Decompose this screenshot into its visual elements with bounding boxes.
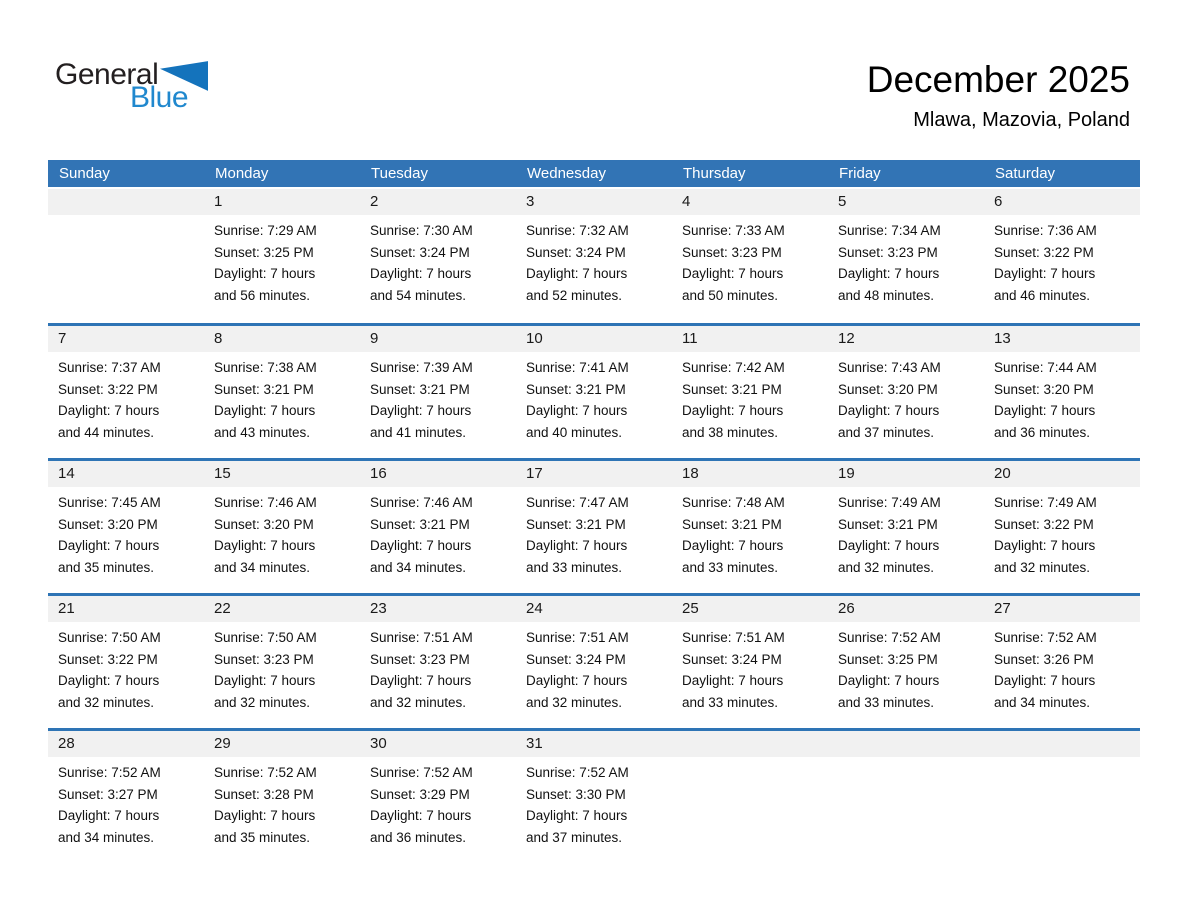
sunrise-line: Sunrise: 7:51 AM bbox=[526, 630, 629, 645]
daylight-line: Daylight: 7 hours and 34 minutes. bbox=[58, 808, 160, 845]
logo-text-blue: Blue bbox=[130, 81, 189, 114]
sunrise-line: Sunrise: 7:37 AM bbox=[58, 360, 161, 375]
day-info bbox=[994, 215, 1136, 306]
daylight-line: Daylight: 7 hours and 44 minutes. bbox=[58, 403, 160, 440]
day-info bbox=[682, 622, 824, 713]
sunrise-line: Sunrise: 7:38 AM bbox=[214, 360, 317, 375]
day-cell-4 bbox=[672, 189, 828, 323]
weekday-header-wednesday: Wednesday bbox=[527, 165, 606, 182]
sunrise-line: Sunrise: 7:52 AM bbox=[994, 630, 1097, 645]
sunrise-line: Sunrise: 7:52 AM bbox=[214, 765, 317, 780]
day-number: 5 bbox=[838, 193, 847, 210]
day-cell-16 bbox=[360, 461, 516, 593]
day-cell-18 bbox=[672, 461, 828, 593]
sunset-line: Sunset: 3:21 PM bbox=[682, 516, 782, 532]
sunset-line: Sunset: 3:28 PM bbox=[214, 786, 314, 802]
day-number: 24 bbox=[526, 600, 543, 617]
day-number: 15 bbox=[214, 465, 231, 482]
day-info bbox=[58, 757, 200, 848]
sunset-line: Sunset: 3:21 PM bbox=[214, 381, 314, 397]
day-number: 22 bbox=[214, 600, 231, 617]
daylight-line: Daylight: 7 hours and 54 minutes. bbox=[370, 266, 472, 303]
day-cell-21 bbox=[48, 596, 204, 728]
day-number: 17 bbox=[526, 465, 543, 482]
sunrise-line: Sunrise: 7:36 AM bbox=[994, 223, 1097, 238]
sunset-line: Sunset: 3:21 PM bbox=[370, 381, 470, 397]
sunrise-line: Sunrise: 7:34 AM bbox=[838, 223, 941, 238]
day-info bbox=[682, 352, 824, 443]
sunset-line: Sunset: 3:30 PM bbox=[526, 786, 626, 802]
sunset-line: Sunset: 3:24 PM bbox=[526, 651, 626, 667]
day-info bbox=[526, 622, 668, 713]
day-number: 6 bbox=[994, 193, 1003, 210]
sunset-line: Sunset: 3:21 PM bbox=[370, 516, 470, 532]
sunset-line: Sunset: 3:29 PM bbox=[370, 786, 470, 802]
daylight-line: Daylight: 7 hours and 35 minutes. bbox=[214, 808, 316, 845]
sunrise-line: Sunrise: 7:32 AM bbox=[526, 223, 629, 238]
day-cell-24 bbox=[516, 596, 672, 728]
sunrise-line: Sunrise: 7:42 AM bbox=[682, 360, 785, 375]
sunset-line: Sunset: 3:22 PM bbox=[58, 381, 158, 397]
daylight-line: Daylight: 7 hours and 32 minutes. bbox=[214, 673, 316, 710]
sunset-line: Sunset: 3:20 PM bbox=[58, 516, 158, 532]
sunrise-line: Sunrise: 7:52 AM bbox=[526, 765, 629, 780]
daylight-line: Daylight: 7 hours and 52 minutes. bbox=[526, 266, 628, 303]
day-cell-6 bbox=[984, 189, 1140, 323]
day-info bbox=[214, 352, 356, 443]
daylight-line: Daylight: 7 hours and 32 minutes. bbox=[58, 673, 160, 710]
day-info bbox=[370, 622, 512, 713]
day-info bbox=[370, 757, 512, 848]
sunrise-line: Sunrise: 7:33 AM bbox=[682, 223, 785, 238]
day-info bbox=[526, 757, 668, 848]
day-number: 3 bbox=[526, 193, 535, 210]
sunset-line: Sunset: 3:22 PM bbox=[58, 651, 158, 667]
day-info bbox=[526, 215, 668, 306]
sunrise-line: Sunrise: 7:51 AM bbox=[682, 630, 785, 645]
daylight-line: Daylight: 7 hours and 33 minutes. bbox=[682, 538, 784, 575]
daylight-line: Daylight: 7 hours and 36 minutes. bbox=[370, 808, 472, 845]
daylight-line: Daylight: 7 hours and 50 minutes. bbox=[682, 266, 784, 303]
day-info bbox=[682, 487, 824, 578]
day-number: 7 bbox=[58, 330, 67, 347]
daylight-line: Daylight: 7 hours and 38 minutes. bbox=[682, 403, 784, 440]
day-cell-29 bbox=[204, 731, 360, 863]
day-number: 9 bbox=[370, 330, 379, 347]
day-cell-7 bbox=[48, 326, 204, 458]
sunrise-line: Sunrise: 7:52 AM bbox=[838, 630, 941, 645]
day-cell-22 bbox=[204, 596, 360, 728]
day-number: 21 bbox=[58, 600, 75, 617]
daylight-line: Daylight: 7 hours and 32 minutes. bbox=[526, 673, 628, 710]
sunset-line: Sunset: 3:21 PM bbox=[838, 516, 938, 532]
sunset-line: Sunset: 3:23 PM bbox=[682, 244, 782, 260]
page-subtitle: Mlawa, Mazovia, Poland bbox=[913, 109, 1130, 132]
day-info bbox=[994, 622, 1136, 713]
daylight-line: Daylight: 7 hours and 33 minutes. bbox=[682, 673, 784, 710]
daylight-line: Daylight: 7 hours and 33 minutes. bbox=[526, 538, 628, 575]
week-row-3 bbox=[48, 458, 1140, 593]
sunset-line: Sunset: 3:24 PM bbox=[526, 244, 626, 260]
sunset-line: Sunset: 3:23 PM bbox=[838, 244, 938, 260]
sunset-line: Sunset: 3:21 PM bbox=[526, 381, 626, 397]
sunrise-line: Sunrise: 7:52 AM bbox=[58, 765, 161, 780]
day-info bbox=[214, 622, 356, 713]
day-info bbox=[526, 352, 668, 443]
daylight-line: Daylight: 7 hours and 48 minutes. bbox=[838, 266, 940, 303]
calendar-grid bbox=[48, 160, 1140, 863]
day-number: 12 bbox=[838, 330, 855, 347]
sunrise-line: Sunrise: 7:41 AM bbox=[526, 360, 629, 375]
weekday-header-thursday: Thursday bbox=[683, 165, 746, 182]
sunrise-line: Sunrise: 7:43 AM bbox=[838, 360, 941, 375]
weekday-header-monday: Monday bbox=[215, 165, 269, 182]
day-cell-19 bbox=[828, 461, 984, 593]
weekday-header-row bbox=[48, 160, 1140, 189]
day-number: 27 bbox=[994, 600, 1011, 617]
sunset-line: Sunset: 3:23 PM bbox=[370, 651, 470, 667]
daylight-line: Daylight: 7 hours and 32 minutes. bbox=[838, 538, 940, 575]
day-cell-10 bbox=[516, 326, 672, 458]
day-number: 29 bbox=[214, 735, 231, 752]
daylight-line: Daylight: 7 hours and 34 minutes. bbox=[214, 538, 316, 575]
day-info bbox=[58, 487, 200, 578]
day-number: 18 bbox=[682, 465, 699, 482]
weekday-header-saturday: Saturday bbox=[995, 165, 1056, 182]
sunset-line: Sunset: 3:26 PM bbox=[994, 651, 1094, 667]
sunset-line: Sunset: 3:21 PM bbox=[682, 381, 782, 397]
day-info bbox=[58, 352, 200, 443]
day-info bbox=[58, 622, 200, 713]
day-cell-27 bbox=[984, 596, 1140, 728]
week-row-1 bbox=[48, 189, 1140, 323]
daylight-line: Daylight: 7 hours and 34 minutes. bbox=[370, 538, 472, 575]
day-cell-30 bbox=[360, 731, 516, 863]
day-info bbox=[214, 215, 356, 306]
sunset-line: Sunset: 3:24 PM bbox=[370, 244, 470, 260]
daylight-line: Daylight: 7 hours and 37 minutes. bbox=[838, 403, 940, 440]
day-number: 16 bbox=[370, 465, 387, 482]
daylight-line: Daylight: 7 hours and 43 minutes. bbox=[214, 403, 316, 440]
daylight-line: Daylight: 7 hours and 33 minutes. bbox=[838, 673, 940, 710]
sunrise-line: Sunrise: 7:46 AM bbox=[214, 495, 317, 510]
day-info bbox=[214, 487, 356, 578]
day-cell-20 bbox=[984, 461, 1140, 593]
week-row-4 bbox=[48, 593, 1140, 728]
day-info bbox=[994, 487, 1136, 578]
week-row-2 bbox=[48, 323, 1140, 458]
day-cell-1 bbox=[204, 189, 360, 323]
day-cell-9 bbox=[360, 326, 516, 458]
day-cell-28 bbox=[48, 731, 204, 863]
day-cell-12 bbox=[828, 326, 984, 458]
sunrise-line: Sunrise: 7:52 AM bbox=[370, 765, 473, 780]
day-number: 13 bbox=[994, 330, 1011, 347]
sunrise-line: Sunrise: 7:46 AM bbox=[370, 495, 473, 510]
day-number: 14 bbox=[58, 465, 75, 482]
sunset-line: Sunset: 3:20 PM bbox=[994, 381, 1094, 397]
day-info bbox=[838, 215, 980, 306]
sunrise-line: Sunrise: 7:50 AM bbox=[214, 630, 317, 645]
day-cell-14 bbox=[48, 461, 204, 593]
day-info bbox=[838, 487, 980, 578]
week-row-5 bbox=[48, 728, 1140, 863]
day-cell-3 bbox=[516, 189, 672, 323]
day-number: 2 bbox=[370, 193, 379, 210]
sunset-line: Sunset: 3:20 PM bbox=[214, 516, 314, 532]
day-number: 23 bbox=[370, 600, 387, 617]
day-number: 28 bbox=[58, 735, 75, 752]
sunrise-line: Sunrise: 7:29 AM bbox=[214, 223, 317, 238]
day-cell-15 bbox=[204, 461, 360, 593]
day-cell-25 bbox=[672, 596, 828, 728]
daylight-line: Daylight: 7 hours and 32 minutes. bbox=[994, 538, 1096, 575]
day-info bbox=[682, 215, 824, 306]
day-info bbox=[370, 215, 512, 306]
sunset-line: Sunset: 3:27 PM bbox=[58, 786, 158, 802]
day-cell-23 bbox=[360, 596, 516, 728]
day-info bbox=[214, 757, 356, 848]
day-cell-empty bbox=[984, 731, 1140, 863]
daylight-line: Daylight: 7 hours and 32 minutes. bbox=[370, 673, 472, 710]
daylight-line: Daylight: 7 hours and 46 minutes. bbox=[994, 266, 1096, 303]
day-cell-empty bbox=[828, 731, 984, 863]
day-number: 8 bbox=[214, 330, 223, 347]
general-blue-logo bbox=[55, 60, 255, 120]
day-info bbox=[526, 487, 668, 578]
daylight-line: Daylight: 7 hours and 41 minutes. bbox=[370, 403, 472, 440]
daylight-line: Daylight: 7 hours and 36 minutes. bbox=[994, 403, 1096, 440]
day-number: 19 bbox=[838, 465, 855, 482]
day-info bbox=[994, 352, 1136, 443]
day-cell-26 bbox=[828, 596, 984, 728]
sunrise-line: Sunrise: 7:47 AM bbox=[526, 495, 629, 510]
weekday-header-friday: Friday bbox=[839, 165, 881, 182]
day-info bbox=[838, 622, 980, 713]
sunset-line: Sunset: 3:20 PM bbox=[838, 381, 938, 397]
page-title: December 2025 bbox=[866, 59, 1130, 100]
sunset-line: Sunset: 3:24 PM bbox=[682, 651, 782, 667]
day-cell-2 bbox=[360, 189, 516, 323]
sunset-line: Sunset: 3:25 PM bbox=[214, 244, 314, 260]
day-number: 25 bbox=[682, 600, 699, 617]
sunrise-line: Sunrise: 7:48 AM bbox=[682, 495, 785, 510]
daylight-line: Daylight: 7 hours and 40 minutes. bbox=[526, 403, 628, 440]
sunset-line: Sunset: 3:25 PM bbox=[838, 651, 938, 667]
day-number: 11 bbox=[682, 330, 698, 347]
day-number: 30 bbox=[370, 735, 387, 752]
day-cell-empty bbox=[672, 731, 828, 863]
day-number: 1 bbox=[214, 193, 223, 210]
weekday-header-sunday: Sunday bbox=[59, 165, 110, 182]
day-info bbox=[370, 487, 512, 578]
sunrise-line: Sunrise: 7:50 AM bbox=[58, 630, 161, 645]
sunrise-line: Sunrise: 7:49 AM bbox=[838, 495, 941, 510]
title-block bbox=[867, 58, 1130, 132]
day-number: 10 bbox=[526, 330, 543, 347]
weekday-header-tuesday: Tuesday bbox=[371, 165, 428, 182]
sunset-line: Sunset: 3:21 PM bbox=[526, 516, 626, 532]
day-cell-8 bbox=[204, 326, 360, 458]
sunrise-line: Sunrise: 7:45 AM bbox=[58, 495, 161, 510]
day-number: 26 bbox=[838, 600, 855, 617]
day-cell-5 bbox=[828, 189, 984, 323]
day-number: 20 bbox=[994, 465, 1011, 482]
sunrise-line: Sunrise: 7:39 AM bbox=[370, 360, 473, 375]
day-cell-17 bbox=[516, 461, 672, 593]
sunset-line: Sunset: 3:22 PM bbox=[994, 516, 1094, 532]
day-cell-empty bbox=[48, 189, 204, 323]
sunrise-line: Sunrise: 7:30 AM bbox=[370, 223, 473, 238]
sunset-line: Sunset: 3:23 PM bbox=[214, 651, 314, 667]
sunrise-line: Sunrise: 7:49 AM bbox=[994, 495, 1097, 510]
day-info bbox=[370, 352, 512, 443]
sunset-line: Sunset: 3:22 PM bbox=[994, 244, 1094, 260]
daylight-line: Daylight: 7 hours and 37 minutes. bbox=[526, 808, 628, 845]
day-number: 31 bbox=[526, 735, 543, 752]
day-cell-31 bbox=[516, 731, 672, 863]
daylight-line: Daylight: 7 hours and 35 minutes. bbox=[58, 538, 160, 575]
day-cell-11 bbox=[672, 326, 828, 458]
day-number: 4 bbox=[682, 193, 691, 210]
daylight-line: Daylight: 7 hours and 56 minutes. bbox=[214, 266, 316, 303]
logo-text-general: General bbox=[55, 58, 159, 91]
sunrise-line: Sunrise: 7:44 AM bbox=[994, 360, 1097, 375]
daylight-line: Daylight: 7 hours and 34 minutes. bbox=[994, 673, 1096, 710]
weeks-container bbox=[48, 189, 1140, 863]
day-cell-13 bbox=[984, 326, 1140, 458]
day-info bbox=[838, 352, 980, 443]
sunrise-line: Sunrise: 7:51 AM bbox=[370, 630, 473, 645]
